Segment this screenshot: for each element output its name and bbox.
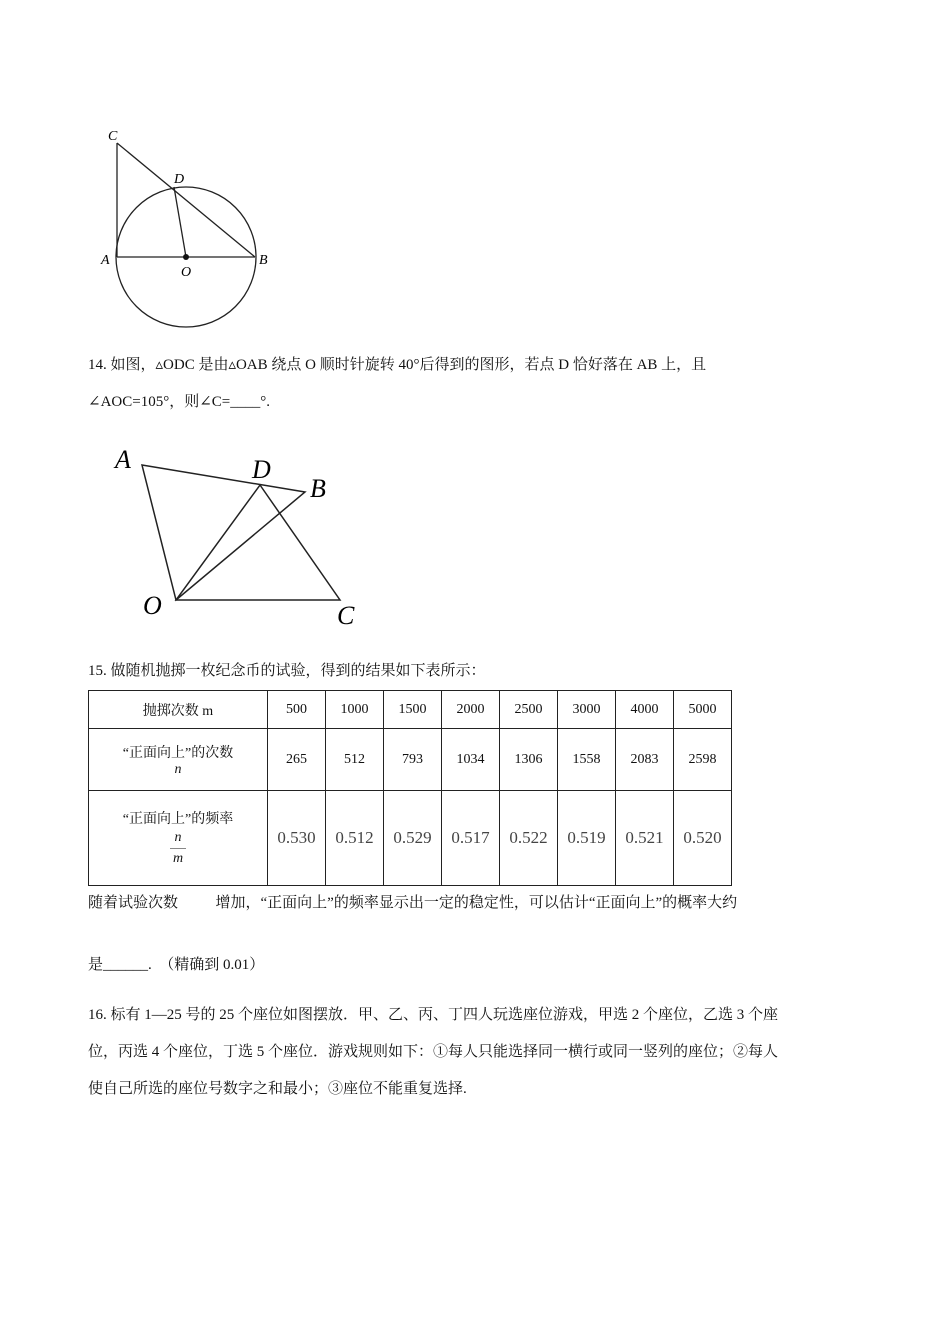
q15-line2: 是______. （精确到 0.01） <box>88 957 265 973</box>
coin-toss-table <box>88 690 732 886</box>
q14-line1: 14. 如图，▵ODC 是由▵OAB 绕点 O 顺时针旋转 40°后得到的图形，若点 D 恰好落在 AB 上，且 <box>88 357 707 373</box>
table-row: “正面向上”的次数 n 265 512 793 1034 1306 1558 2083 2598 <box>89 729 732 791</box>
q14-line2: ∠AOC=105°，则∠C=____°. <box>88 394 270 410</box>
label-d2: D <box>252 455 271 484</box>
q16-line2: 位，丙选 4 个座位，丁选 5 个座位．游戏规则如下：①每人只能选择同一横行或同一竖列的座位；②每人 <box>88 1044 779 1060</box>
label-b2: B <box>310 474 326 503</box>
q16-line3: 使自己所选的座位号数字之和最小；③座位不能重复选择. <box>88 1081 467 1097</box>
label-a: A <box>101 253 110 268</box>
label-o: O <box>181 265 192 280</box>
label-c: C <box>108 129 118 144</box>
table-row: “正面向上”的频率 $\frac{n}{m}$ 0.530 0.512 0.529 0.517 0.522 0.519 0.521 0.520 <box>89 791 732 886</box>
figure-circle <box>116 143 256 327</box>
label-d: D <box>174 172 185 187</box>
geometry-figures <box>0 0 950 660</box>
q15-intro: 15. 做随机抛掷一枚纪念币的试验，得到的结果如下表所示： <box>88 663 486 679</box>
table-row: 抛掷次数 m 500 1000 1500 2000 2500 3000 4000 5000 <box>89 691 732 729</box>
label-a2: A <box>115 445 131 474</box>
q16-line1: 16. 标有 1—25 号的 25 个座位如图摆放．甲、乙、丙、丁四人玩选座位游戏，甲选 2 个座位，乙选 3 个座 <box>88 1007 779 1023</box>
label-c2: C <box>337 601 355 630</box>
label-o2: O <box>143 591 162 620</box>
q15-line1: 随着试验次数 增加，“正面向上”的频率显示出一定的稳定性，可以估计“正面向上”的概率大约 <box>88 895 738 911</box>
label-b: B <box>259 253 268 268</box>
